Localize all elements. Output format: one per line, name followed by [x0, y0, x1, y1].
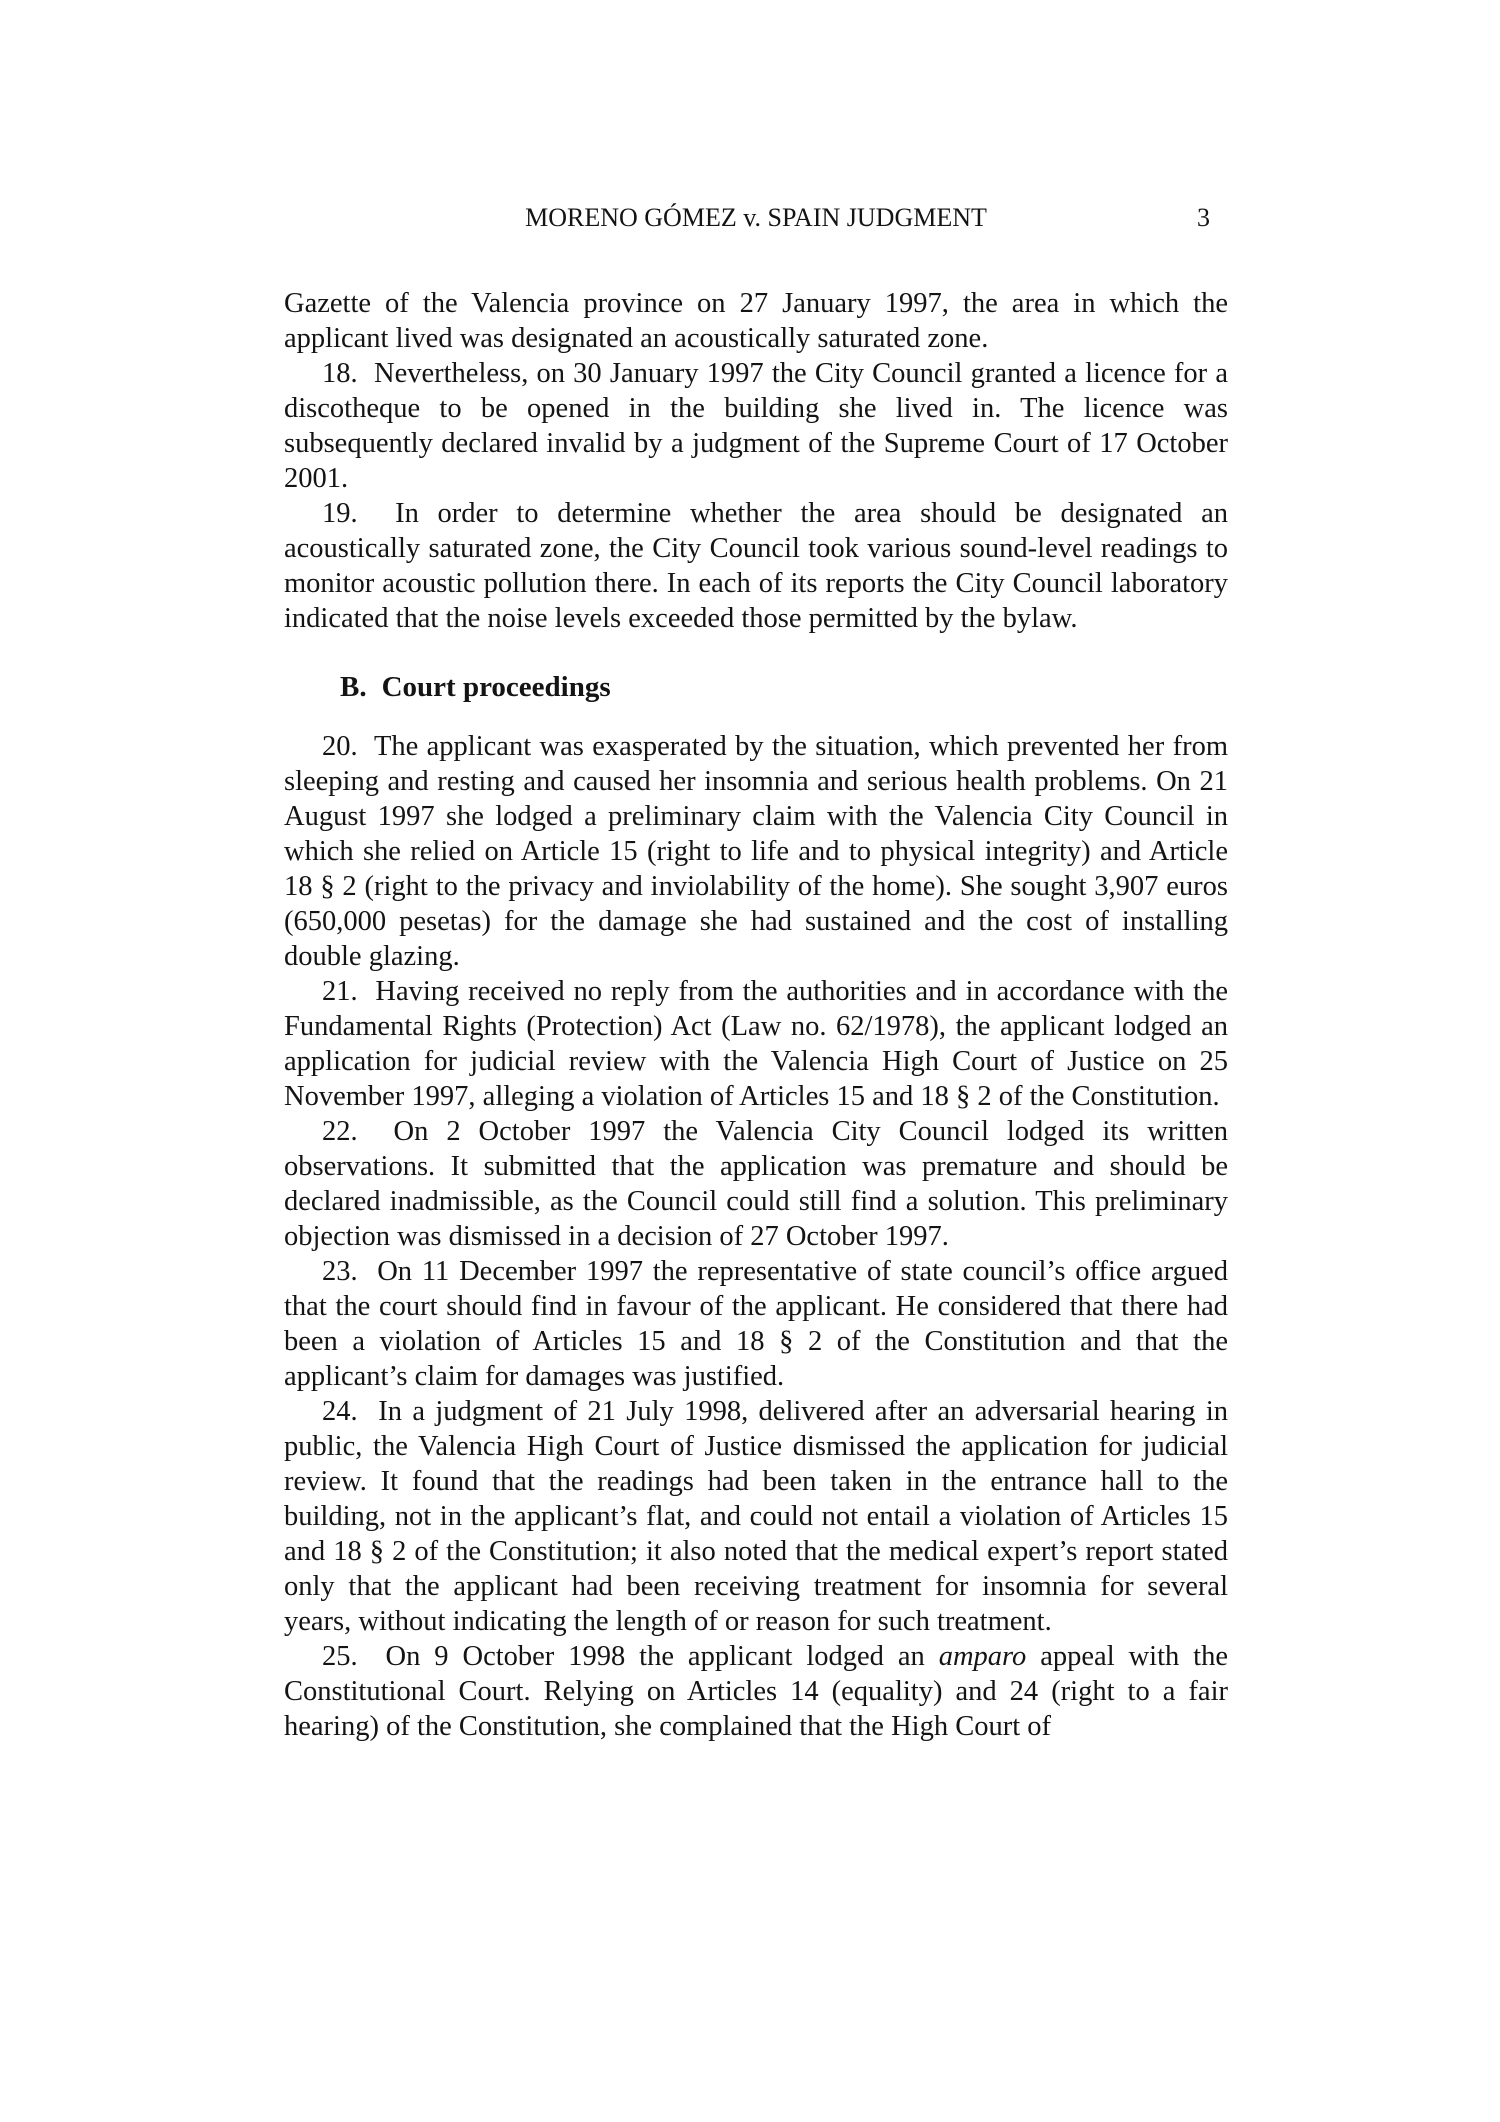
paragraph-text: Nevertheless, on 30 January 1997 the City Council granted a licence for a discotheque to be opened in the building she lived in. The licence was subsequently declared invalid by a judgment of the Supreme Court of 17 October 2001.	[284, 358, 1229, 494]
paragraph-number: 20.	[322, 731, 374, 762]
judgment-paragraph-24	[284, 1394, 1228, 1639]
paragraph-text: appeal with the Constitutional Court. Relying on Articles 14 (equality) and 24 (right to a fair hearing) of the Constitution, she complained that the High Court of	[284, 1641, 1228, 1742]
page-number: 3	[1197, 203, 1210, 232]
paragraph-number: 25.	[322, 1641, 386, 1672]
section-heading-label: B.	[340, 671, 367, 703]
continuation-paragraph	[284, 286, 1228, 356]
judgment-paragraph-25	[284, 1639, 1228, 1744]
judgment-paragraph-18	[284, 356, 1228, 496]
judgment-paragraph-21	[284, 974, 1228, 1114]
document-body	[284, 286, 1228, 1744]
running-header-title: MORENO GÓMEZ v. SPAIN JUDGMENT	[525, 203, 987, 232]
judgment-paragraph-22	[284, 1114, 1228, 1254]
paragraph-number: 21.	[322, 976, 376, 1007]
running-header	[284, 202, 1228, 234]
paragraph-number: 19.	[322, 498, 396, 529]
section-heading-text: Court proceedings	[381, 671, 611, 703]
paragraph-text: Having received no reply from the authorities and in accordance with the Fundamental Rights (Protection) Act (Law no. 62/1978), the applicant lodged an application for judicial review with the Valencia High Court of Justice on 25 November 1997, alleging a violation of Articles 15 and 18 § 2 of the Constitution.	[284, 976, 1228, 1112]
paragraph-number: 24.	[322, 1396, 379, 1427]
paragraph-number: 23.	[322, 1256, 378, 1287]
text-column	[284, 202, 1228, 1744]
paragraph-number: 22.	[322, 1116, 394, 1147]
paragraph-text: In a judgment of 21 July 1998, delivered after an adversarial hearing in public, the Valencia High Court of Justice dismissed the application for judicial review. It found that the readings had been taken in the entrance hall to the building, not in the applicant’s flat, and could not entail a violation of Articles 15 and 18 § 2 of the Constitution; it also noted that the medical expert’s report stated only that the applicant had been receiving treatment for insomnia for several years, without indicating the length of or reason for such treatment.	[284, 1396, 1228, 1637]
paragraph-text: On 11 December 1997 the representative of state council’s office argued that the court should find in favour of the applicant. He considered that there had been a violation of Articles 15 and 18 § 2 of the Constitution and that the applicant’s claim for damages was justified.	[284, 1256, 1228, 1392]
judgment-paragraph-20	[284, 729, 1228, 974]
judgment-paragraph-19	[284, 496, 1228, 636]
paragraph-text: On 9 October 1998 the applicant lodged an	[385, 1641, 939, 1672]
section-heading	[284, 670, 1228, 705]
paragraph-text: The applicant was exasperated by the situation, which prevented her from sleeping and resting and caused her insomnia and serious health problems. On 21 August 1997 she lodged a preliminary claim with the Valencia City Council in which she relied on Article 15 (right to life and to physical integrity) and Article 18 § 2 (right to the privacy and inviolability of the home). She sought 3,907 euros (650,000 pesetas) for the damage she had sustained and the cost of installing double glazing.	[284, 731, 1228, 972]
paragraph-text: On 2 October 1997 the Valencia City Council lodged its written observations. It submitted that the application was premature and should be declared inadmissible, as the Council could still find a solution. This preliminary objection was dismissed in a decision of 27 October 1997.	[284, 1116, 1228, 1252]
paragraph-text: Gazette of the Valencia province on 27 January 1997, the area in which the applicant lived was designated an acoustically saturated zone.	[284, 288, 1228, 354]
italic-term: amparo	[938, 1641, 1027, 1672]
paragraph-text: In order to determine whether the area should be designated an acoustically saturated zone, the City Council took various sound-level readings to monitor acoustic pollution there. In each of its reports the City Council laboratory indicated that the noise levels exceeded those permitted by the bylaw.	[284, 498, 1229, 634]
paragraph-number: 18.	[322, 358, 374, 389]
judgment-paragraph-23	[284, 1254, 1228, 1394]
